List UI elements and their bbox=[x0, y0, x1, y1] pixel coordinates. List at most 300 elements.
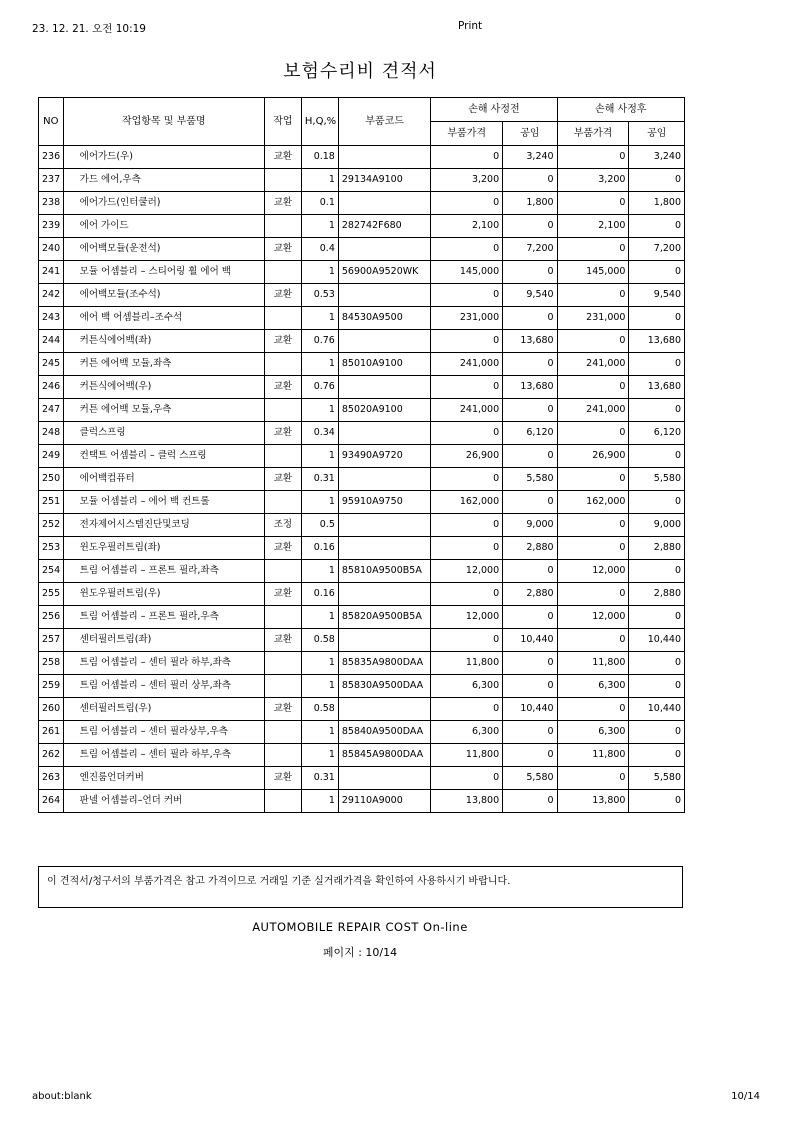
row-hq: 1 bbox=[301, 261, 338, 284]
row-part-code bbox=[338, 468, 430, 491]
table-row bbox=[39, 675, 685, 698]
browser-footer-url: about:blank bbox=[32, 1091, 92, 1102]
row-before-labor: 5,580 bbox=[503, 767, 557, 790]
row-before-part-price: 0 bbox=[431, 537, 503, 560]
row-after-part-price: 162,000 bbox=[557, 491, 629, 514]
row-no: 251 bbox=[39, 491, 64, 514]
row-after-labor: 5,580 bbox=[629, 767, 685, 790]
header-hq: H,Q,% bbox=[301, 98, 338, 146]
row-work bbox=[264, 790, 301, 813]
row-after-part-price: 0 bbox=[557, 376, 629, 399]
row-no: 238 bbox=[39, 192, 64, 215]
row-part-code: 93490A9720 bbox=[338, 445, 430, 468]
row-hq: 1 bbox=[301, 445, 338, 468]
row-after-part-price: 13,800 bbox=[557, 790, 629, 813]
row-part-code: 95910A9750 bbox=[338, 491, 430, 514]
row-hq: 1 bbox=[301, 169, 338, 192]
row-item-name: 에어가드(우) bbox=[63, 146, 264, 169]
row-part-code bbox=[338, 330, 430, 353]
table-row bbox=[39, 790, 685, 813]
estimate-rows bbox=[39, 146, 685, 813]
row-item-name: 클럭스프링 bbox=[63, 422, 264, 445]
row-after-part-price: 0 bbox=[557, 767, 629, 790]
row-before-part-price: 26,900 bbox=[431, 445, 503, 468]
row-hq: 0.76 bbox=[301, 376, 338, 399]
row-hq: 0.53 bbox=[301, 284, 338, 307]
row-before-labor: 9,540 bbox=[503, 284, 557, 307]
row-before-part-price: 13,800 bbox=[431, 790, 503, 813]
header-work: 작업 bbox=[264, 98, 301, 146]
row-part-code bbox=[338, 537, 430, 560]
row-item-name: 모듈 어셈블리 – 스티어링 휠 에어 백 bbox=[63, 261, 264, 284]
row-after-part-price: 241,000 bbox=[557, 353, 629, 376]
table-row bbox=[39, 491, 685, 514]
row-before-part-price: 241,000 bbox=[431, 353, 503, 376]
row-part-code bbox=[338, 767, 430, 790]
row-before-labor: 0 bbox=[503, 307, 557, 330]
row-hq: 0.76 bbox=[301, 330, 338, 353]
row-after-labor: 1,800 bbox=[629, 192, 685, 215]
table-row bbox=[39, 537, 685, 560]
row-before-part-price: 2,100 bbox=[431, 215, 503, 238]
row-part-code: 56900A9520WK bbox=[338, 261, 430, 284]
row-item-name: 트림 어셈블리 – 센터 필러 상부,좌측 bbox=[63, 675, 264, 698]
table-row bbox=[39, 445, 685, 468]
row-before-part-price: 0 bbox=[431, 583, 503, 606]
row-before-part-price: 6,300 bbox=[431, 721, 503, 744]
row-hq: 1 bbox=[301, 675, 338, 698]
row-after-part-price: 0 bbox=[557, 422, 629, 445]
row-item-name: 가드 에어,우측 bbox=[63, 169, 264, 192]
row-hq: 0.31 bbox=[301, 767, 338, 790]
row-part-code: 85830A9500DAA bbox=[338, 675, 430, 698]
row-hq: 1 bbox=[301, 491, 338, 514]
row-no: 261 bbox=[39, 721, 64, 744]
row-hq: 1 bbox=[301, 652, 338, 675]
row-work: 조정 bbox=[264, 514, 301, 537]
row-before-labor: 0 bbox=[503, 560, 557, 583]
row-after-part-price: 12,000 bbox=[557, 560, 629, 583]
row-before-labor: 0 bbox=[503, 652, 557, 675]
table-row bbox=[39, 422, 685, 445]
row-after-labor: 3,240 bbox=[629, 146, 685, 169]
row-before-part-price: 11,800 bbox=[431, 652, 503, 675]
table-row bbox=[39, 698, 685, 721]
row-after-labor: 2,880 bbox=[629, 583, 685, 606]
row-before-labor: 9,000 bbox=[503, 514, 557, 537]
row-hq: 0.1 bbox=[301, 192, 338, 215]
browser-footer-page: 10/14 bbox=[731, 1091, 760, 1102]
table-row bbox=[39, 376, 685, 399]
row-work: 교환 bbox=[264, 422, 301, 445]
row-part-code bbox=[338, 238, 430, 261]
row-part-code bbox=[338, 422, 430, 445]
row-part-code: 85845A9800DAA bbox=[338, 744, 430, 767]
table-row bbox=[39, 353, 685, 376]
row-no: 250 bbox=[39, 468, 64, 491]
footer-page-number: 페이지 : 10/14 bbox=[322, 946, 398, 959]
page-title: 보험수리비 견적서 bbox=[283, 61, 437, 82]
row-after-labor: 0 bbox=[629, 744, 685, 767]
table-row bbox=[39, 721, 685, 744]
row-before-labor: 0 bbox=[503, 353, 557, 376]
row-part-code bbox=[338, 192, 430, 215]
header-after: 손해 사정후 bbox=[557, 98, 684, 122]
row-after-part-price: 231,000 bbox=[557, 307, 629, 330]
row-item-name: 트림 어셈블리 – 센터 필라 하부,우측 bbox=[63, 744, 264, 767]
table-row bbox=[39, 744, 685, 767]
row-no: 253 bbox=[39, 537, 64, 560]
header-after-part-price: 부품가격 bbox=[557, 122, 629, 146]
row-before-part-price: 0 bbox=[431, 284, 503, 307]
row-hq: 1 bbox=[301, 215, 338, 238]
row-before-labor: 0 bbox=[503, 169, 557, 192]
row-work bbox=[264, 491, 301, 514]
row-work bbox=[264, 261, 301, 284]
row-item-name: 전자제어시스템진단및코딩 bbox=[63, 514, 264, 537]
row-no: 264 bbox=[39, 790, 64, 813]
table-row bbox=[39, 215, 685, 238]
row-part-code bbox=[338, 514, 430, 537]
row-hq: 0.18 bbox=[301, 146, 338, 169]
table-row bbox=[39, 146, 685, 169]
row-item-name: 커튼 에어백 모듈,우측 bbox=[63, 399, 264, 422]
row-after-labor: 0 bbox=[629, 353, 685, 376]
table-row bbox=[39, 238, 685, 261]
footer-brand: AUTOMOBILE REPAIR COST On-line bbox=[252, 920, 468, 934]
row-hq: 0.31 bbox=[301, 468, 338, 491]
row-after-part-price: 241,000 bbox=[557, 399, 629, 422]
row-after-labor: 0 bbox=[629, 399, 685, 422]
table-row bbox=[39, 261, 685, 284]
row-no: 256 bbox=[39, 606, 64, 629]
row-no: 246 bbox=[39, 376, 64, 399]
row-work bbox=[264, 652, 301, 675]
row-no: 248 bbox=[39, 422, 64, 445]
table-row bbox=[39, 169, 685, 192]
price-notice: 이 견적서/청구서의 부품가격은 참고 가격이므로 거래일 기준 실거래가격을 확인하여 사용하시기 바랍니다. bbox=[38, 866, 683, 908]
table-row bbox=[39, 399, 685, 422]
row-before-part-price: 0 bbox=[431, 698, 503, 721]
print-label: Print bbox=[458, 20, 483, 32]
row-part-code bbox=[338, 629, 430, 652]
row-no: 259 bbox=[39, 675, 64, 698]
row-after-labor: 13,680 bbox=[629, 330, 685, 353]
row-part-code: 29134A9100 bbox=[338, 169, 430, 192]
row-after-labor: 0 bbox=[629, 491, 685, 514]
row-after-part-price: 0 bbox=[557, 468, 629, 491]
table-row bbox=[39, 767, 685, 790]
row-part-code bbox=[338, 583, 430, 606]
row-after-part-price: 6,300 bbox=[557, 675, 629, 698]
table-row bbox=[39, 468, 685, 491]
row-hq: 0.4 bbox=[301, 238, 338, 261]
row-no: 239 bbox=[39, 215, 64, 238]
row-after-labor: 10,440 bbox=[629, 698, 685, 721]
row-after-labor: 0 bbox=[629, 606, 685, 629]
row-part-code: 85820A9500B5A bbox=[338, 606, 430, 629]
row-work bbox=[264, 744, 301, 767]
row-hq: 0.16 bbox=[301, 583, 338, 606]
header-before-labor: 공임 bbox=[503, 122, 557, 146]
row-item-name: 에어백모듈(조수석) bbox=[63, 284, 264, 307]
row-before-part-price: 0 bbox=[431, 767, 503, 790]
table-row bbox=[39, 583, 685, 606]
row-item-name: 윈도우필러트림(좌) bbox=[63, 537, 264, 560]
table-row bbox=[39, 629, 685, 652]
row-after-labor: 7,200 bbox=[629, 238, 685, 261]
row-part-code bbox=[338, 698, 430, 721]
row-part-code: 85010A9100 bbox=[338, 353, 430, 376]
header-code: 부품코드 bbox=[338, 98, 430, 146]
row-no: 247 bbox=[39, 399, 64, 422]
row-before-labor: 0 bbox=[503, 215, 557, 238]
row-work: 교환 bbox=[264, 192, 301, 215]
table-row bbox=[39, 560, 685, 583]
row-no: 236 bbox=[39, 146, 64, 169]
row-after-labor: 9,540 bbox=[629, 284, 685, 307]
row-work: 교환 bbox=[264, 238, 301, 261]
row-before-part-price: 0 bbox=[431, 146, 503, 169]
row-before-part-price: 241,000 bbox=[431, 399, 503, 422]
row-work bbox=[264, 445, 301, 468]
row-before-labor: 0 bbox=[503, 491, 557, 514]
row-part-code: 29110A9000 bbox=[338, 790, 430, 813]
row-work: 교환 bbox=[264, 698, 301, 721]
row-after-labor: 0 bbox=[629, 169, 685, 192]
row-item-name: 센터필러트림(좌) bbox=[63, 629, 264, 652]
row-item-name: 컨택트 어셈블리 – 클럭 스프링 bbox=[63, 445, 264, 468]
row-part-code bbox=[338, 376, 430, 399]
row-before-part-price: 162,000 bbox=[431, 491, 503, 514]
row-before-labor: 0 bbox=[503, 790, 557, 813]
row-after-part-price: 0 bbox=[557, 629, 629, 652]
row-item-name: 센터필러트림(우) bbox=[63, 698, 264, 721]
row-before-part-price: 6,300 bbox=[431, 675, 503, 698]
row-before-part-price: 231,000 bbox=[431, 307, 503, 330]
row-after-labor: 0 bbox=[629, 307, 685, 330]
row-hq: 0.5 bbox=[301, 514, 338, 537]
row-work bbox=[264, 399, 301, 422]
row-item-name: 트림 어셈블리 – 센터 필라상부,우측 bbox=[63, 721, 264, 744]
row-after-labor: 0 bbox=[629, 445, 685, 468]
row-before-labor: 7,200 bbox=[503, 238, 557, 261]
row-work: 교환 bbox=[264, 468, 301, 491]
row-part-code: 85810A9500B5A bbox=[338, 560, 430, 583]
row-work: 교환 bbox=[264, 537, 301, 560]
row-work bbox=[264, 560, 301, 583]
row-no: 262 bbox=[39, 744, 64, 767]
row-before-labor: 5,580 bbox=[503, 468, 557, 491]
header-no: NO bbox=[39, 98, 64, 146]
row-hq: 1 bbox=[301, 744, 338, 767]
row-no: 249 bbox=[39, 445, 64, 468]
row-part-code: 85840A9500DAA bbox=[338, 721, 430, 744]
row-before-part-price: 3,200 bbox=[431, 169, 503, 192]
row-work: 교환 bbox=[264, 583, 301, 606]
row-hq: 1 bbox=[301, 606, 338, 629]
row-item-name: 커튼 에어백 모듈,좌측 bbox=[63, 353, 264, 376]
row-no: 257 bbox=[39, 629, 64, 652]
row-after-labor: 0 bbox=[629, 261, 685, 284]
row-item-name: 트림 어셈블리 – 프론트 필라,우측 bbox=[63, 606, 264, 629]
row-part-code bbox=[338, 284, 430, 307]
header-before: 손해 사정전 bbox=[431, 98, 557, 122]
row-after-part-price: 0 bbox=[557, 238, 629, 261]
row-no: 245 bbox=[39, 353, 64, 376]
row-before-part-price: 0 bbox=[431, 330, 503, 353]
row-hq: 1 bbox=[301, 721, 338, 744]
row-part-code: 282742F680 bbox=[338, 215, 430, 238]
table-row bbox=[39, 514, 685, 537]
row-before-labor: 0 bbox=[503, 399, 557, 422]
row-hq: 0.58 bbox=[301, 629, 338, 652]
row-no: 255 bbox=[39, 583, 64, 606]
row-before-labor: 0 bbox=[503, 261, 557, 284]
row-before-labor: 6,120 bbox=[503, 422, 557, 445]
row-item-name: 모듈 어셈블리 – 에어 백 컨트롤 bbox=[63, 491, 264, 514]
row-work bbox=[264, 307, 301, 330]
row-before-labor: 0 bbox=[503, 744, 557, 767]
row-before-labor: 2,880 bbox=[503, 583, 557, 606]
row-after-labor: 5,580 bbox=[629, 468, 685, 491]
row-before-part-price: 0 bbox=[431, 192, 503, 215]
row-item-name: 판넬 어셈블리–언더 커버 bbox=[63, 790, 264, 813]
row-after-labor: 10,440 bbox=[629, 629, 685, 652]
row-item-name: 윈도우필러트림(우) bbox=[63, 583, 264, 606]
row-no: 243 bbox=[39, 307, 64, 330]
row-item-name: 커튼식에어백(좌) bbox=[63, 330, 264, 353]
row-part-code: 85020A9100 bbox=[338, 399, 430, 422]
row-after-part-price: 145,000 bbox=[557, 261, 629, 284]
row-before-part-price: 0 bbox=[431, 422, 503, 445]
row-no: 241 bbox=[39, 261, 64, 284]
row-after-labor: 2,880 bbox=[629, 537, 685, 560]
row-after-labor: 0 bbox=[629, 652, 685, 675]
row-hq: 0.58 bbox=[301, 698, 338, 721]
estimate-table bbox=[38, 97, 685, 813]
row-after-part-price: 0 bbox=[557, 284, 629, 307]
row-before-labor: 0 bbox=[503, 721, 557, 744]
row-before-part-price: 12,000 bbox=[431, 606, 503, 629]
row-before-labor: 0 bbox=[503, 606, 557, 629]
row-work bbox=[264, 721, 301, 744]
row-part-code: 84530A9500 bbox=[338, 307, 430, 330]
row-item-name: 트림 어셈블리 – 프론트 필라,좌측 bbox=[63, 560, 264, 583]
row-hq: 1 bbox=[301, 560, 338, 583]
row-item-name: 트림 어셈블리 – 센터 필라 하부,좌측 bbox=[63, 652, 264, 675]
row-work bbox=[264, 606, 301, 629]
row-before-part-price: 0 bbox=[431, 376, 503, 399]
row-after-labor: 0 bbox=[629, 560, 685, 583]
row-after-part-price: 0 bbox=[557, 514, 629, 537]
row-before-labor: 10,440 bbox=[503, 629, 557, 652]
row-item-name: 커튼식에어백(우) bbox=[63, 376, 264, 399]
row-before-part-price: 0 bbox=[431, 238, 503, 261]
print-datetime: 23. 12. 21. 오전 10:19 bbox=[32, 23, 146, 35]
row-work: 교환 bbox=[264, 629, 301, 652]
row-before-labor: 0 bbox=[503, 675, 557, 698]
row-before-labor: 1,800 bbox=[503, 192, 557, 215]
row-after-part-price: 0 bbox=[557, 146, 629, 169]
row-no: 252 bbox=[39, 514, 64, 537]
row-after-part-price: 0 bbox=[557, 583, 629, 606]
row-no: 242 bbox=[39, 284, 64, 307]
table-row bbox=[39, 192, 685, 215]
row-after-labor: 13,680 bbox=[629, 376, 685, 399]
row-no: 240 bbox=[39, 238, 64, 261]
row-before-part-price: 12,000 bbox=[431, 560, 503, 583]
row-item-name: 에어 백 어셈블리–조수석 bbox=[63, 307, 264, 330]
row-after-part-price: 12,000 bbox=[557, 606, 629, 629]
row-part-code bbox=[338, 146, 430, 169]
row-hq: 1 bbox=[301, 399, 338, 422]
row-before-labor: 0 bbox=[503, 445, 557, 468]
row-after-part-price: 11,800 bbox=[557, 652, 629, 675]
row-after-labor: 0 bbox=[629, 215, 685, 238]
row-item-name: 엔진룸언더커버 bbox=[63, 767, 264, 790]
row-item-name: 에어백모듈(운전석) bbox=[63, 238, 264, 261]
header-after-labor: 공임 bbox=[629, 122, 685, 146]
row-after-labor: 6,120 bbox=[629, 422, 685, 445]
row-before-part-price: 0 bbox=[431, 629, 503, 652]
row-no: 244 bbox=[39, 330, 64, 353]
table-row bbox=[39, 652, 685, 675]
row-after-part-price: 2,100 bbox=[557, 215, 629, 238]
row-after-part-price: 0 bbox=[557, 192, 629, 215]
row-after-labor: 0 bbox=[629, 675, 685, 698]
row-hq: 0.34 bbox=[301, 422, 338, 445]
row-work: 교환 bbox=[264, 767, 301, 790]
row-before-labor: 13,680 bbox=[503, 330, 557, 353]
row-after-labor: 9,000 bbox=[629, 514, 685, 537]
row-before-part-price: 0 bbox=[431, 468, 503, 491]
row-item-name: 에어 가이드 bbox=[63, 215, 264, 238]
row-before-part-price: 0 bbox=[431, 514, 503, 537]
row-part-code: 85835A9800DAA bbox=[338, 652, 430, 675]
row-item-name: 에어백컴퓨터 bbox=[63, 468, 264, 491]
row-work: 교환 bbox=[264, 330, 301, 353]
row-hq: 1 bbox=[301, 353, 338, 376]
row-hq: 1 bbox=[301, 790, 338, 813]
row-hq: 0.16 bbox=[301, 537, 338, 560]
row-no: 260 bbox=[39, 698, 64, 721]
row-after-part-price: 0 bbox=[557, 537, 629, 560]
row-after-labor: 0 bbox=[629, 721, 685, 744]
row-after-labor: 0 bbox=[629, 790, 685, 813]
row-before-labor: 10,440 bbox=[503, 698, 557, 721]
row-work: 교환 bbox=[264, 146, 301, 169]
row-before-part-price: 145,000 bbox=[431, 261, 503, 284]
row-no: 237 bbox=[39, 169, 64, 192]
row-after-part-price: 0 bbox=[557, 698, 629, 721]
row-work bbox=[264, 675, 301, 698]
row-work bbox=[264, 353, 301, 376]
row-after-part-price: 26,900 bbox=[557, 445, 629, 468]
row-no: 263 bbox=[39, 767, 64, 790]
table-row bbox=[39, 307, 685, 330]
row-work: 교환 bbox=[264, 376, 301, 399]
row-after-part-price: 6,300 bbox=[557, 721, 629, 744]
row-no: 254 bbox=[39, 560, 64, 583]
table-row bbox=[39, 330, 685, 353]
row-before-labor: 2,880 bbox=[503, 537, 557, 560]
row-before-labor: 3,240 bbox=[503, 146, 557, 169]
row-no: 258 bbox=[39, 652, 64, 675]
row-item-name: 에어가드(인터쿨러) bbox=[63, 192, 264, 215]
row-before-part-price: 11,800 bbox=[431, 744, 503, 767]
row-before-labor: 13,680 bbox=[503, 376, 557, 399]
